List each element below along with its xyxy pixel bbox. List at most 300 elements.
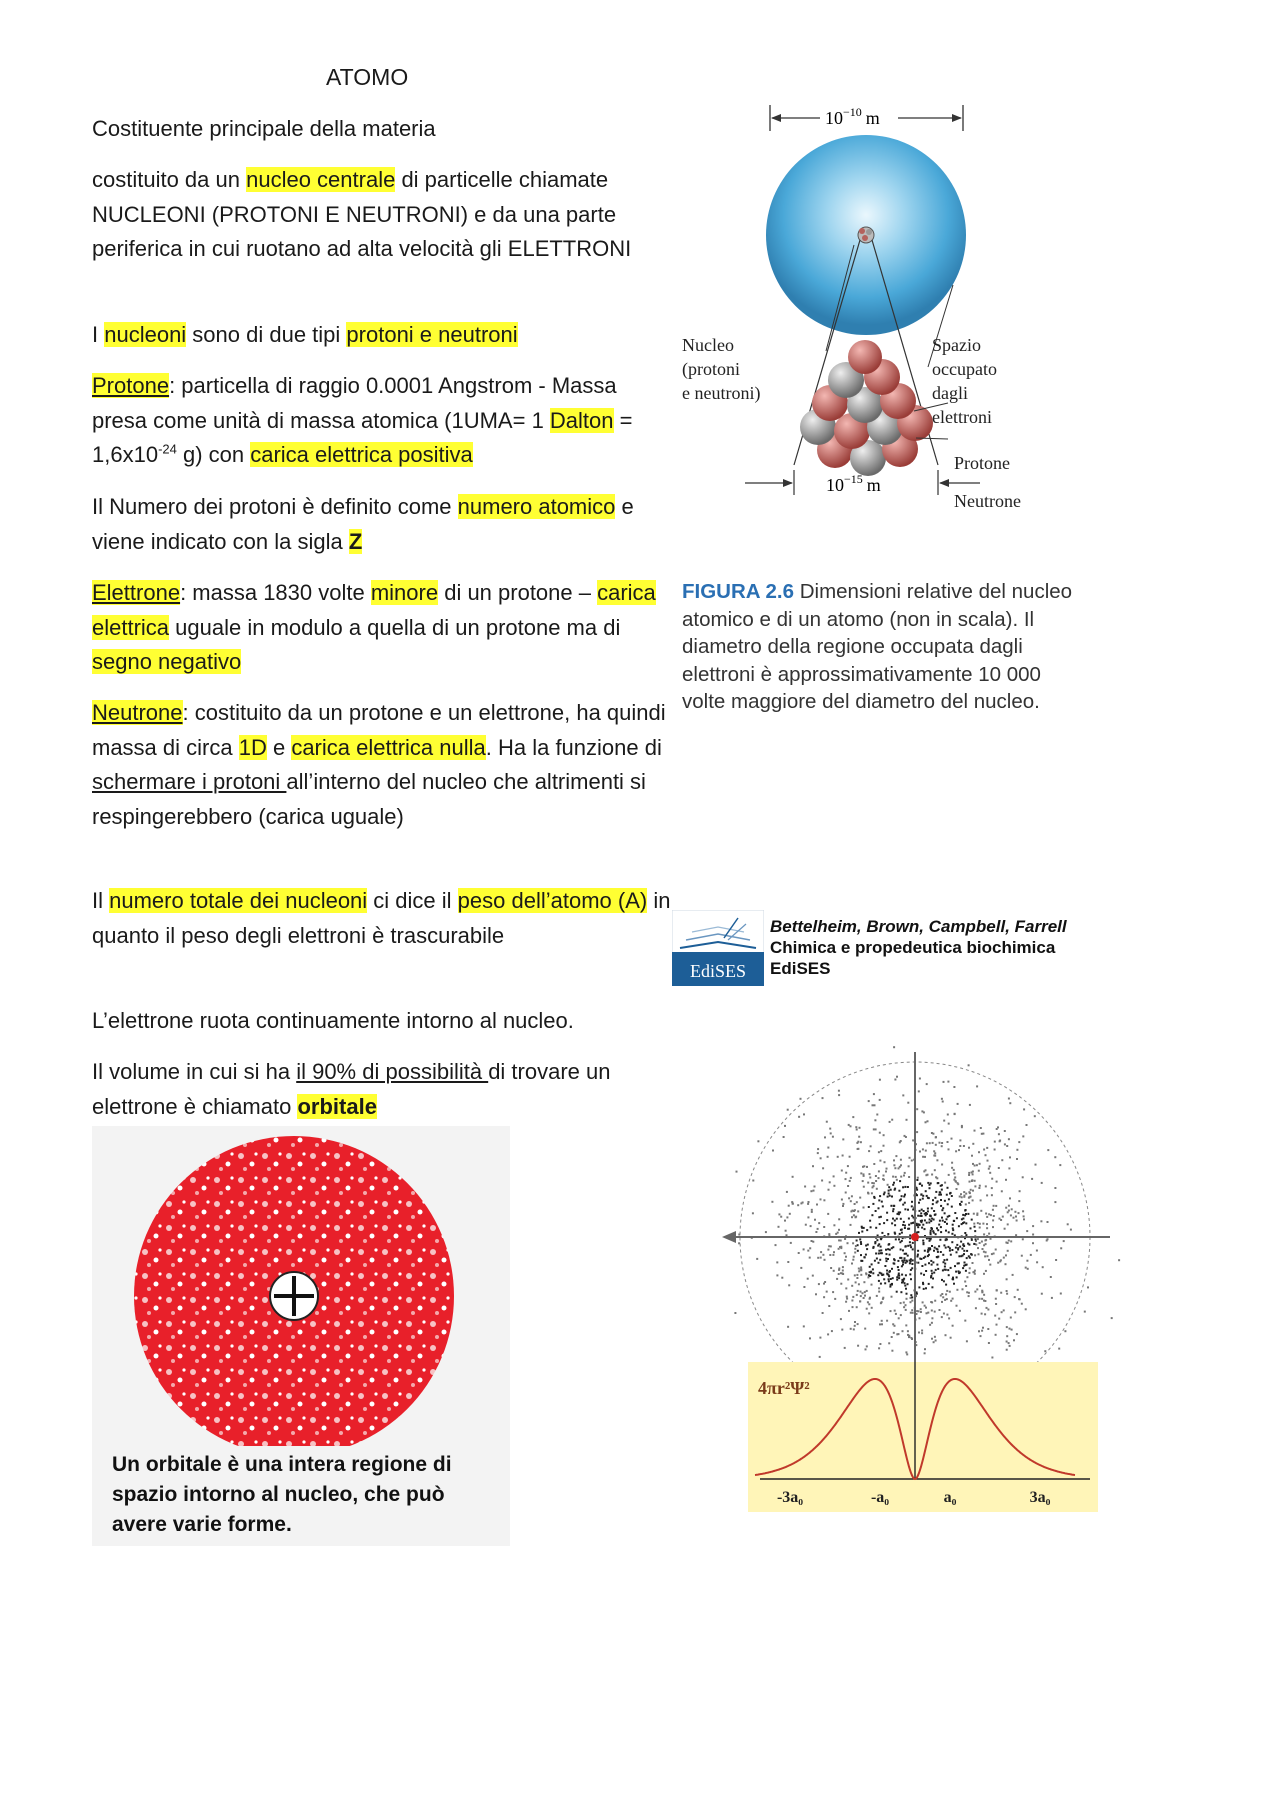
- electron-dot: [898, 1190, 900, 1192]
- electron-dot: [884, 1282, 886, 1284]
- electron-dot: [949, 1291, 951, 1293]
- electron-dot: [757, 1140, 759, 1142]
- electron-dot: [916, 1310, 918, 1312]
- electron-dot: [988, 1213, 990, 1215]
- electron-dot: [935, 1176, 937, 1178]
- electron-dot: [992, 1219, 994, 1221]
- electron-dot: [856, 1306, 858, 1308]
- electron-dot: [856, 1201, 858, 1203]
- electron-dot: [987, 1309, 989, 1311]
- electron-dot: [961, 1223, 963, 1225]
- electron-dot: [910, 1294, 912, 1296]
- electron-dot: [968, 1147, 970, 1149]
- electron-dot: [954, 1265, 956, 1267]
- electron-dot: [929, 1187, 931, 1189]
- electron-dot: [878, 1262, 880, 1264]
- electron-dot: [820, 1198, 822, 1200]
- electron-dot: [893, 1258, 895, 1260]
- electron-dot: [817, 1152, 819, 1154]
- electron-dot: [875, 1210, 877, 1212]
- electron-dot: [930, 1260, 932, 1262]
- electron-dot: [803, 1325, 805, 1327]
- electron-dot: [860, 1295, 862, 1297]
- electron-dot: [916, 1131, 918, 1133]
- electron-dot: [876, 1114, 878, 1116]
- label-line: e neutroni): [682, 383, 761, 403]
- electron-dot: [1009, 1328, 1011, 1330]
- electron-dot: [888, 1278, 890, 1280]
- electron-dot: [963, 1265, 965, 1267]
- electron-dot: [938, 1224, 940, 1226]
- electron-dot: [942, 1220, 944, 1222]
- electron-dot: [844, 1238, 846, 1240]
- electron-dot: [917, 1262, 919, 1264]
- electron-dot: [870, 1271, 872, 1273]
- electron-dot: [888, 1280, 890, 1282]
- electron-dot: [1001, 1190, 1003, 1192]
- electron-dot: [958, 1255, 960, 1257]
- electron-dot: [977, 1238, 979, 1240]
- scale-top-label: $10^{-10}$ m: [825, 105, 880, 128]
- electron-dot: [1014, 1311, 1016, 1313]
- electron-dot: [876, 1295, 878, 1297]
- electron-dot: [910, 1269, 912, 1271]
- term-elettrone: Elettrone: [92, 580, 181, 605]
- electron-dot: [972, 1262, 974, 1264]
- electron-dot: [894, 1325, 896, 1327]
- electron-dot: [998, 1133, 1000, 1135]
- electron-dot: [879, 1160, 881, 1162]
- electron-dot: [979, 1285, 981, 1287]
- electron-dot: [871, 1307, 873, 1309]
- electron-dot: [991, 1187, 993, 1189]
- electron-dot: [925, 1174, 927, 1176]
- electron-dot: [944, 1259, 946, 1261]
- electron-dot: [927, 1208, 929, 1210]
- electron-dot: [891, 1336, 893, 1338]
- electron-dot: [981, 1330, 983, 1332]
- highlight-numero-atomico: numero atomico: [457, 494, 616, 519]
- electron-dot: [917, 1256, 919, 1258]
- electron-dot: [1009, 1156, 1011, 1158]
- electron-dot: [827, 1333, 829, 1335]
- electron-dot: [901, 1229, 903, 1231]
- electron-dot: [853, 1214, 855, 1216]
- electron-dot: [820, 1257, 822, 1259]
- electron-dot: [868, 1303, 870, 1305]
- electron-dot: [1005, 1263, 1007, 1265]
- electron-dot: [853, 1256, 855, 1258]
- paragraph-orbitale: [92, 1055, 672, 1124]
- electron-dot: [833, 1185, 835, 1187]
- electron-dot: [934, 1155, 936, 1157]
- electron-dot: [1013, 1339, 1015, 1341]
- electron-dot: [876, 1258, 878, 1260]
- electron-dot: [939, 1191, 941, 1193]
- electron-dot: [972, 1173, 974, 1175]
- electron-dot: [888, 1193, 890, 1195]
- electron-dot: [847, 1279, 849, 1281]
- highlight-segno-negativo: segno negativo: [92, 649, 242, 674]
- highlight-z: Z: [348, 528, 363, 554]
- electron-dot: [904, 1202, 906, 1204]
- electron-dot: [850, 1125, 852, 1127]
- electron-dot: [784, 1125, 786, 1127]
- paragraph-nucleo: [92, 163, 672, 267]
- electron-dot: [967, 1243, 969, 1245]
- electron-dot: [947, 1141, 949, 1143]
- electron-dot: [955, 1271, 957, 1273]
- electron-dot: [935, 1191, 937, 1193]
- electron-dot: [1032, 1225, 1034, 1227]
- electron-dot: [789, 1213, 791, 1215]
- electron-dot: [883, 1222, 885, 1224]
- electron-dot: [980, 1210, 982, 1212]
- electron-dot: [838, 1273, 840, 1275]
- electron-dot: [978, 1187, 980, 1189]
- electron-dot: [879, 1323, 881, 1325]
- electron-dot: [951, 1241, 953, 1243]
- electron-dot: [854, 1248, 856, 1250]
- electron-dot: [896, 1076, 898, 1078]
- electron-dot: [840, 1272, 842, 1274]
- electron-dot: [926, 1142, 928, 1144]
- electron-dot: [862, 1180, 864, 1182]
- electron-dot: [903, 1221, 905, 1223]
- electron-dot: [842, 1203, 844, 1205]
- electron-dot: [931, 1270, 933, 1272]
- electron-dot: [939, 1220, 941, 1222]
- electron-dot: [974, 1185, 976, 1187]
- electron-dot: [952, 1224, 954, 1226]
- electron-dot: [983, 1294, 985, 1296]
- electron-dot: [931, 1218, 933, 1220]
- electron-dot: [902, 1249, 904, 1251]
- electron-dot: [841, 1329, 843, 1331]
- electron-dot: [879, 1195, 881, 1197]
- electron-dot: [963, 1245, 965, 1247]
- electron-dot: [988, 1168, 990, 1170]
- electron-dot: [968, 1064, 970, 1066]
- electron-dot: [860, 1266, 862, 1268]
- electron-dot: [939, 1142, 941, 1144]
- electron-dot: [891, 1247, 893, 1249]
- electron-dot: [1111, 1317, 1113, 1319]
- electron-dot: [905, 1351, 907, 1353]
- electron-dot: [1008, 1240, 1010, 1242]
- electron-dot: [966, 1250, 968, 1252]
- electron-dot: [859, 1197, 861, 1199]
- electron-dot: [1041, 1182, 1043, 1184]
- electron-dot: [924, 1305, 926, 1307]
- electron-dot: [924, 1156, 926, 1158]
- electron-dot: [994, 1149, 996, 1151]
- electron-dot: [962, 1214, 964, 1216]
- electron-dot: [802, 1202, 804, 1204]
- electron-dot: [981, 1133, 983, 1135]
- electron-dot: [889, 1195, 891, 1197]
- electron-dot: [1042, 1266, 1044, 1268]
- electron-dot: [854, 1252, 856, 1254]
- electron-dot: [965, 1222, 967, 1224]
- electron-dot: [972, 1163, 974, 1165]
- electron-dot: [907, 1186, 909, 1188]
- electron-dot: [923, 1170, 925, 1172]
- electron-dot: [863, 1186, 865, 1188]
- label-line: Spazio: [932, 335, 981, 355]
- electron-dot: [787, 1261, 789, 1263]
- electron-dot: [917, 1226, 919, 1228]
- electron-dot: [775, 1244, 777, 1246]
- electron-dot: [903, 1196, 905, 1198]
- logo-text: EdiSES: [689, 961, 747, 981]
- electron-dot: [912, 1242, 914, 1244]
- electron-dot: [944, 1200, 946, 1202]
- electron-dot: [950, 1300, 952, 1302]
- electron-dot: [857, 1148, 859, 1150]
- electron-dot: [887, 1184, 889, 1186]
- electron-dot: [946, 1314, 948, 1316]
- electron-dot: [1060, 1293, 1062, 1295]
- electron-dot: [994, 1315, 996, 1317]
- electron-dot: [872, 1272, 874, 1274]
- electron-dot: [894, 1232, 896, 1234]
- electron-dot: [940, 1185, 942, 1187]
- electron-dot: [983, 1300, 985, 1302]
- electron-dot: [906, 1261, 908, 1263]
- electron-dot: [936, 1256, 938, 1258]
- book-authors: Bettelheim, Brown, Campbell, Farrell: [770, 917, 1067, 936]
- term-protone: Protone: [92, 373, 170, 398]
- electron-dot: [931, 1286, 933, 1288]
- electron-dot: [955, 1150, 957, 1152]
- electron-dot: [823, 1283, 825, 1285]
- plot-ylabel: 4πr²Ψ²: [758, 1378, 810, 1398]
- electron-dot: [910, 1301, 912, 1303]
- electron-dot: [838, 1268, 840, 1270]
- electron-dot: [956, 1188, 958, 1190]
- electron-dot: [991, 1253, 993, 1255]
- electron-dot: [992, 1209, 994, 1211]
- electron-dot: [1019, 1298, 1021, 1300]
- electron-dot: [886, 1253, 888, 1255]
- exponent: -24: [158, 441, 177, 457]
- electron-dot: [838, 1090, 840, 1092]
- text: di particelle chiamate NUCLEONI (PROTONI E NEUTRONI) e da una parte periferica in cui ruotano ad alta velocità gli ELETTRONI: [92, 167, 632, 261]
- orbital-caption: Un orbitale è una intera regione di spazio intorno al nucleo, che può avere varie forme.: [112, 1453, 452, 1536]
- electron-dot: [988, 1233, 990, 1235]
- electron-dot: [971, 1179, 973, 1181]
- electron-dot: [846, 1298, 848, 1300]
- electron-dot-cloud: [734, 1046, 1120, 1358]
- electron-dot: [932, 1230, 934, 1232]
- electron-dot: [893, 1046, 895, 1048]
- electron-dot: [953, 1179, 955, 1181]
- underline-90: il 90% di possibilità: [296, 1059, 489, 1084]
- electron-dot: [818, 1283, 820, 1285]
- text: : costituito da un protone e un elettrone, ha quindi massa di circa: [92, 700, 666, 760]
- electron-dot: [951, 1195, 953, 1197]
- electron-dot: [947, 1246, 949, 1248]
- electron-dot: [822, 1167, 824, 1169]
- electron-dot: [898, 1317, 900, 1319]
- electron-dot: [960, 1204, 962, 1206]
- electron-dot: [1047, 1221, 1049, 1223]
- electron-dot: [946, 1223, 948, 1225]
- figure-caption: [682, 578, 1082, 716]
- electron-dot: [941, 1279, 943, 1281]
- electron-dot: [846, 1296, 848, 1298]
- electron-dot: [968, 1174, 970, 1176]
- electron-dot: [908, 1165, 910, 1167]
- electron-dot: [885, 1258, 887, 1260]
- electron-dot: [736, 1171, 738, 1173]
- electron-dot: [1022, 1238, 1024, 1240]
- electron-dot: [899, 1211, 901, 1213]
- electron-dot: [964, 1214, 966, 1216]
- electron-dot: [935, 1269, 937, 1271]
- electron-dot: [921, 1185, 923, 1187]
- text: I: [92, 322, 105, 347]
- electron-dot: [818, 1222, 820, 1224]
- electron-dot: [934, 1311, 936, 1313]
- electron-dot: [991, 1194, 993, 1196]
- text: = 1,6x10: [92, 407, 633, 467]
- electron-dot: [844, 1259, 846, 1261]
- text: . Ha la funzione di: [485, 734, 662, 760]
- paragraph-protone: [92, 369, 672, 473]
- electron-dot: [856, 1277, 858, 1279]
- electron-dot: [817, 1257, 819, 1259]
- electron-dot: [981, 1313, 983, 1315]
- electron-dot: [929, 1239, 931, 1241]
- electron-dot: [908, 1336, 910, 1338]
- electron-dot: [1031, 1178, 1033, 1180]
- electron-dot: [925, 1150, 927, 1152]
- electron-dot: [813, 1190, 815, 1192]
- electron-dot: [963, 1253, 965, 1255]
- term-neutrone: Neutrone: [92, 700, 183, 725]
- electron-dot: [973, 1243, 975, 1245]
- electron-dot: [922, 1282, 924, 1284]
- electron-dot: [922, 1301, 924, 1303]
- electron-dot: [870, 1145, 872, 1147]
- electron-dot: [1014, 1211, 1016, 1213]
- electron-dot: [919, 1317, 921, 1319]
- electron-dot: [960, 1255, 962, 1257]
- electron-dot: [931, 1301, 933, 1303]
- electron-dot: [992, 1226, 994, 1228]
- electron-dot: [867, 1182, 869, 1184]
- electron-dot: [886, 1219, 888, 1221]
- electron-dot: [879, 1099, 881, 1101]
- electron-dot: [982, 1291, 984, 1293]
- electron-dot: [855, 1245, 857, 1247]
- probability-plot-svg: [710, 1032, 1140, 1512]
- electron-dot: [911, 1263, 913, 1265]
- electron-dot: [941, 1217, 943, 1219]
- electron-dot: [910, 1246, 912, 1248]
- electron-dot: [931, 1317, 933, 1319]
- electron-dot: [1040, 1220, 1042, 1222]
- electron-dot: [827, 1213, 829, 1215]
- electron-dot: [941, 1301, 943, 1303]
- electron-dot: [788, 1284, 790, 1286]
- electron-dot: [948, 1174, 950, 1176]
- electron-dot: [838, 1094, 840, 1096]
- electron-dot: [996, 1324, 998, 1326]
- electron-dot: [852, 1116, 854, 1118]
- electron-dot: [856, 1294, 858, 1296]
- electron-dot: [974, 1273, 976, 1275]
- electron-dot: [953, 1086, 955, 1088]
- electron-dot: [858, 1232, 860, 1234]
- electron-dot: [925, 1287, 927, 1289]
- electron-dot: [840, 1283, 842, 1285]
- electron-dot: [963, 1145, 965, 1147]
- electron-dot: [919, 1078, 921, 1080]
- electron-dot: [841, 1199, 843, 1201]
- electron-dot: [961, 1126, 963, 1128]
- electron-dot: [943, 1120, 945, 1122]
- electron-dot: [883, 1193, 885, 1195]
- electron-dot: [923, 1210, 925, 1212]
- electron-dot: [932, 1142, 934, 1144]
- electron-dot: [987, 1255, 989, 1257]
- electron-dot: [995, 1205, 997, 1207]
- electron-dot: [985, 1239, 987, 1241]
- electron-dot: [886, 1168, 888, 1170]
- electron-dot: [904, 1208, 906, 1210]
- electron-dot: [879, 1079, 881, 1081]
- electron-dot: [990, 1214, 992, 1216]
- electron-dot: [951, 1233, 953, 1235]
- electron-dot: [903, 1302, 905, 1304]
- electron-dot: [897, 1260, 899, 1262]
- electron-dot: [863, 1256, 865, 1258]
- electron-dot: [934, 1169, 936, 1171]
- electron-dot: [984, 1255, 986, 1257]
- electron-dot: [1064, 1330, 1066, 1332]
- electron-dot: [856, 1274, 858, 1276]
- electron-dot: [786, 1216, 788, 1218]
- book-credit: [770, 916, 1067, 979]
- text: ci dice il: [367, 888, 458, 913]
- electron-dot: [933, 1210, 935, 1212]
- electron-dot: [1007, 1223, 1009, 1225]
- electron-dot: [964, 1262, 966, 1264]
- electron-dot: [822, 1097, 824, 1099]
- electron-dot: [973, 1223, 975, 1225]
- electron-dot: [896, 1279, 898, 1281]
- electron-dot: [1012, 1274, 1014, 1276]
- electron-dot: [936, 1159, 938, 1161]
- electron-dot: [950, 1337, 952, 1339]
- electron-dot: [968, 1292, 970, 1294]
- electron-dot: [858, 1136, 860, 1138]
- electron-dot: [866, 1290, 868, 1292]
- electron-dot: [933, 1341, 935, 1343]
- electron-dot: [951, 1206, 953, 1208]
- electron-dot: [1044, 1350, 1046, 1352]
- label-line: occupato: [932, 359, 997, 379]
- electron-dot: [970, 1227, 972, 1229]
- electron-dot: [981, 1241, 983, 1243]
- electron-dot: [860, 1172, 862, 1174]
- electron-dot: [1016, 1333, 1018, 1335]
- electron-dot: [904, 1186, 906, 1188]
- electron-dot: [905, 1324, 907, 1326]
